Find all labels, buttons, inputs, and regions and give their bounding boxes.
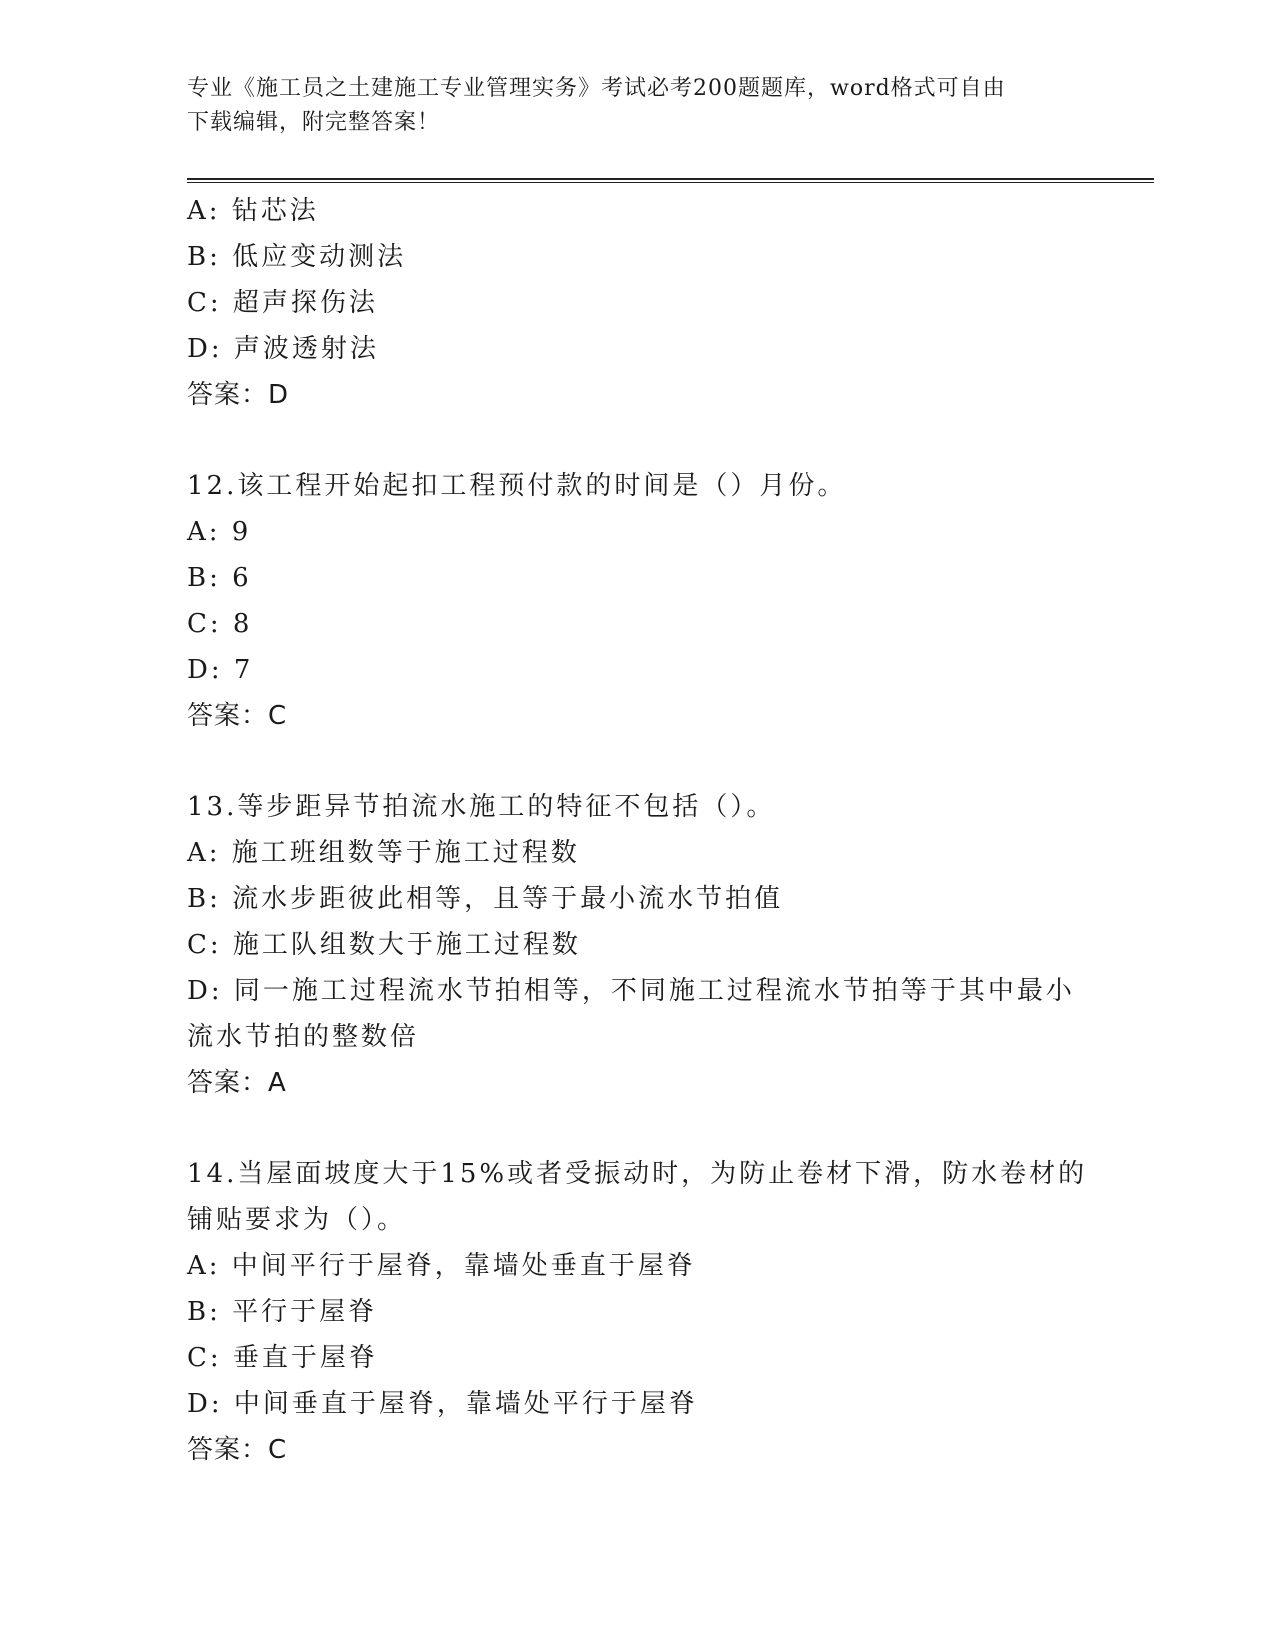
answer: 答案：C [187,1435,288,1465]
answer: 答案：D [187,380,290,410]
option-c: C: 8 [187,609,253,639]
option-d: D: 中间垂直于屋脊，靠墙处平行于屋脊 [187,1389,698,1419]
question-stem: 12.该工程开始起扣工程预付款的时间是（）月份。 [187,471,847,501]
option-a: A: 施工班组数等于施工过程数 [187,838,580,868]
option-b: B: 6 [187,563,252,593]
question-stem-continued: 铺贴要求为（）。 [187,1205,407,1235]
option-d: D: 声波透射法 [187,334,379,364]
question-stem: 14.当屋面坡度大于15%或者受振动时，为防止卷材下滑，防水卷材的 [187,1159,1088,1189]
option-c: C: 垂直于屋脊 [187,1343,378,1373]
option-a: A: 中间平行于屋脊，靠墙处垂直于屋脊 [187,1251,696,1281]
question-13 [187,784,1087,1106]
option-d: D: 同一施工过程流水节拍相等，不同施工过程流水节拍等于其中最小 [187,976,1075,1006]
answer: 答案：A [187,1068,287,1098]
header-line-2: 下载编辑，附完整答案！ [187,110,441,135]
question-12 [187,463,1087,739]
header-line-1: 专业《施工员之土建施工专业管理实务》考试必考200题题库，word格式可自由 [187,76,1006,101]
answer: 答案：C [187,701,288,731]
option-a: A: 钻芯法 [187,196,319,226]
header-divider [187,178,1154,183]
option-a: A: 9 [187,517,252,547]
option-d: D: 7 [187,655,254,685]
option-b: B: 低应变动测法 [187,242,407,272]
option-c: C: 施工队组数大于施工过程数 [187,930,581,960]
question-14 [187,1151,1087,1473]
option-b: B: 平行于屋脊 [187,1297,378,1327]
spacer [187,418,1087,463]
question-11 [187,188,1087,418]
document-header [187,72,1067,140]
question-list [187,188,1087,1473]
question-stem: 13.等步距异节拍流水施工的特征不包括（）。 [187,792,776,822]
spacer [187,1106,1087,1151]
option-d-continued: 流水节拍的整数倍 [187,1022,420,1052]
option-b: B: 流水步距彼此相等，且等于最小流水节拍值 [187,884,784,914]
spacer [187,739,1087,784]
option-c: C: 超声探伤法 [187,288,378,318]
